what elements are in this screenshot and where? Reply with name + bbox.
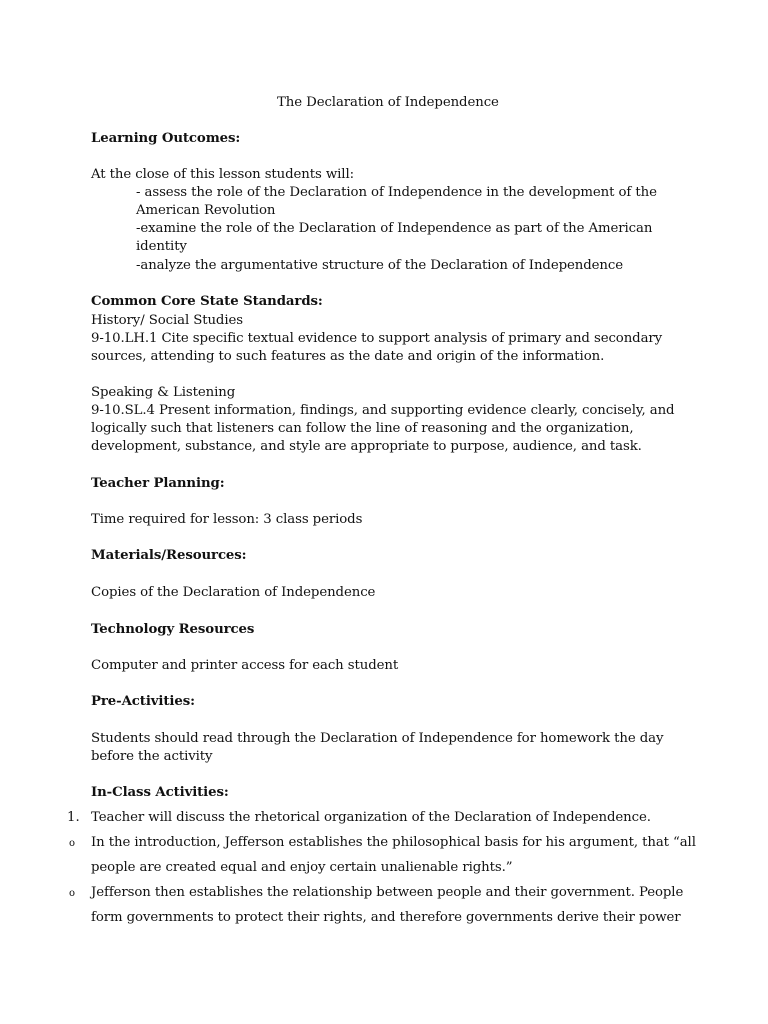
pre-activities-text-line-1: Students should read through the Declaration of Independence for homework the day [91,731,664,746]
outcome-item-2-line-2: identity [136,239,187,254]
history-label: History/ Social Studies [91,313,243,328]
speaking-label: Speaking & Listening [91,385,236,400]
materials-heading: Materials/Resources: [91,548,247,563]
numbered-item-text: Teacher will discuss the rhetorical organization of the Declaration of Independence. [91,810,651,825]
bullet-marker-2: o [69,888,76,899]
outcome-item-1-line-2: American Revolution [136,203,276,218]
history-text-line-2: sources, attending to such features as the date and origin of the information. [91,349,605,364]
bullet-2-line-1: Jefferson then establishes the relationship between people and their government. People [91,885,684,900]
outcome-item-2-line-1: -examine the role of the Declaration of Independence as part of the American [136,221,653,236]
speaking-text-line-3: development, substance, and style are appropriate to purpose, audience, and task. [91,439,642,454]
bullet-marker-1: o [69,838,76,849]
speaking-text-line-1: 9-10.SL.4 Present information, findings, and supporting evidence clearly, concisely, and [91,403,675,418]
learning-outcomes-intro: At the close of this lesson students will: [91,167,354,182]
materials-text: Copies of the Declaration of Independence [91,585,376,600]
in-class-heading: In-Class Activities: [91,785,229,800]
speaking-text-line-2: logically such that listeners can follow the line of reasoning and the organization, [91,421,634,436]
outcome-item-3-line-1: -analyze the argumentative structure of the Declaration of Independence [136,258,623,273]
bullet-1-line-2: people are created equal and enjoy certain unalienable rights.” [91,860,513,875]
bullet-2-line-2: form governments to protect their rights, and therefore governments derive their power [91,910,681,925]
standards-heading: Common Core State Standards: [91,294,323,309]
numbered-list-marker: 1. [67,810,80,825]
bullet-1-line-1: In the introduction, Jefferson establishes the philosophical basis for his argument, that “all [91,835,696,850]
teacher-planning-text: Time required for lesson: 3 class periods [91,512,363,527]
document-title: The Declaration of Independence [277,95,499,110]
history-text-line-1: 9-10.LH.1 Cite specific textual evidence to support analysis of primary and secondary [91,331,663,346]
technology-text: Computer and printer access for each student [91,658,399,673]
learning-outcomes-heading: Learning Outcomes: [91,131,241,146]
teacher-planning-heading: Teacher Planning: [91,476,225,491]
pre-activities-text-line-2: before the activity [91,749,213,764]
outcome-item-1-line-1: - assess the role of the Declaration of Independence in the development of the [136,185,657,200]
pre-activities-heading: Pre-Activities: [91,694,195,709]
technology-heading: Technology Resources [91,622,255,637]
